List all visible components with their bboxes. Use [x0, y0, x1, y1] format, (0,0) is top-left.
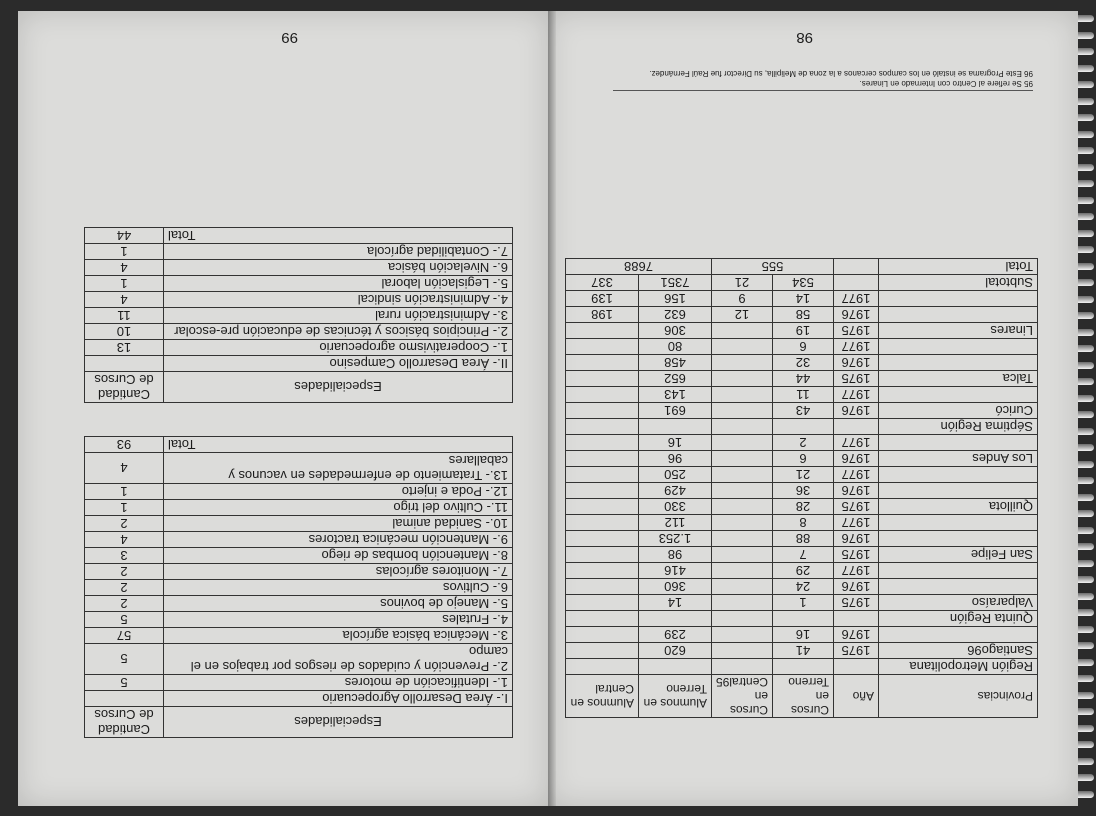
- cell-alumnos-terreno: 112: [638, 515, 711, 531]
- cell-provincia: Linares: [879, 323, 1038, 339]
- cell-ano: 1977: [834, 339, 879, 355]
- cell-alumnos-central: [565, 643, 638, 659]
- cell-alumnos-terreno: 96: [638, 451, 711, 467]
- cell-alumnos-terreno: 14: [638, 595, 711, 611]
- cell-alumnos-terreno: [638, 659, 711, 675]
- table1-row: [85, 675, 513, 691]
- table1-especialidad: 4.- Frutales: [164, 612, 513, 628]
- cell-alumnos-terreno: 16: [638, 435, 711, 451]
- table2-especialidad: 2.- Principios básicos y técnicas de educación pre-escolar: [164, 324, 513, 340]
- cell-provincia: [879, 483, 1038, 499]
- cell-cursos-central: [711, 531, 772, 547]
- cell-cursos-central: [711, 387, 772, 403]
- table1-especialidad: 11.- Cultivo del trigo: [164, 500, 513, 516]
- table-row: [565, 515, 1037, 531]
- table1-row: [85, 453, 513, 484]
- table1-total-label: Total: [164, 437, 513, 453]
- table1-total-row: [85, 437, 513, 453]
- cell-cursos-terreno: 6: [773, 451, 834, 467]
- cell-alumnos-central: 198: [565, 307, 638, 323]
- table1-especialidad: 9.- Mantención mecánica tractores: [164, 532, 513, 548]
- cell-ano: 1975: [834, 323, 879, 339]
- cell-alumnos-central: [565, 499, 638, 515]
- table2-total-value: 44: [85, 228, 164, 244]
- cell-provincia: [879, 435, 1038, 451]
- page-99: [18, 11, 548, 806]
- cell-cursos-terreno: 2: [773, 435, 834, 451]
- cell-cursos-central: [711, 563, 772, 579]
- cell-alumnos-central: [565, 451, 638, 467]
- table-row: [565, 307, 1037, 323]
- cell-provincia: [879, 387, 1038, 403]
- cell-cursos-terreno: 88: [773, 531, 834, 547]
- cell-alumnos-central: [565, 355, 638, 371]
- cell-provincia: Subtotal: [879, 275, 1038, 291]
- table1-especialidad: 12.- Poda e injerto: [164, 484, 513, 500]
- cell-cursos-terreno: 534: [773, 275, 834, 291]
- table1-especialidad: 10.- Sanidad animal: [164, 516, 513, 532]
- cell-cursos-central: [711, 323, 772, 339]
- spiral-binding: [1078, 0, 1096, 816]
- cell-provincia: [879, 515, 1038, 531]
- table1-especialidad: 5.- Manejo de bovinos: [164, 596, 513, 612]
- cell-cursos-terreno: 7: [773, 547, 834, 563]
- cell-alumnos-terreno: [638, 419, 711, 435]
- cell-ano: 1976: [834, 355, 879, 371]
- table1-cantidad: 5: [85, 644, 164, 675]
- table2-cantidad: 4: [85, 260, 164, 276]
- table1-section-title: I.- Área Desarrollo Agropecuario: [164, 691, 513, 707]
- table2-cantidad: 13: [85, 340, 164, 356]
- cell-cursos-central: [711, 419, 772, 435]
- cell-cursos-terreno: [773, 419, 834, 435]
- cell-alumnos-terreno: 652: [638, 371, 711, 387]
- table-row: [565, 419, 1037, 435]
- cell-ano: 1976: [834, 307, 879, 323]
- table1-especialidad: 2.- Prevención y cuidados de riesgos por trabajos en el campo: [164, 644, 513, 675]
- provinces-table: [565, 258, 1038, 718]
- cell-ano: 1976: [834, 579, 879, 595]
- cell-alumnos-terreno: 458: [638, 355, 711, 371]
- total-label: Total: [879, 259, 1038, 275]
- table1-row: [85, 548, 513, 564]
- cell-ano: 1975: [834, 371, 879, 387]
- cell-cursos-terreno: 1: [773, 595, 834, 611]
- table1-cantidad: 2: [85, 580, 164, 596]
- cell-alumnos-central: [565, 563, 638, 579]
- cell-provincia: Santiago96: [879, 643, 1038, 659]
- table2-row: [85, 340, 513, 356]
- table2-especialidad: 7.- Contabilidad agrícola: [164, 244, 513, 260]
- table1-header-especialidades: Especialidades: [164, 707, 513, 738]
- table1-row: [85, 596, 513, 612]
- table2-especialidad: 1.- Cooperativismo agropecuario: [164, 340, 513, 356]
- cell-cursos-terreno: [773, 611, 834, 627]
- cell-cursos-central: [711, 339, 772, 355]
- cell-ano: 1977: [834, 291, 879, 307]
- table-row: [565, 339, 1037, 355]
- cell-provincia: Quinta Región: [879, 611, 1038, 627]
- cell-provincia: Talca: [879, 371, 1038, 387]
- cell-cursos-central: [711, 499, 772, 515]
- table2-total-row: [85, 228, 513, 244]
- table1-especialidad: 1.- Identificación de motores: [164, 675, 513, 691]
- cell-ano: 1977: [834, 467, 879, 483]
- total-alumnos: 7688: [565, 259, 711, 275]
- table1-especialidad: 7.- Monitores agrícolas: [164, 564, 513, 580]
- cell-cursos-terreno: 43: [773, 403, 834, 419]
- table2-especialidad: 6.- Nivelación básica: [164, 260, 513, 276]
- cell-ano: 1975: [834, 547, 879, 563]
- cell-cursos-terreno: 11: [773, 387, 834, 403]
- cell-cursos-terreno: 24: [773, 579, 834, 595]
- table1-header-cantidad: Cantidad de Cursos: [85, 707, 164, 738]
- cell-cursos-terreno: 58: [773, 307, 834, 323]
- table1-section-empty: [85, 691, 164, 707]
- table1-especialidad: 6.- Cultivos: [164, 580, 513, 596]
- cell-ano: 1976: [834, 483, 879, 499]
- cell-alumnos-terreno: 1.253: [638, 531, 711, 547]
- table-row: [565, 531, 1037, 547]
- table1-row: [85, 532, 513, 548]
- table-row: [565, 275, 1037, 291]
- table2-row: [85, 292, 513, 308]
- table1-row: [85, 580, 513, 596]
- cell-cursos-terreno: 6: [773, 339, 834, 355]
- cell-provincia: Séptima Región: [879, 419, 1038, 435]
- table1-especialidad: 13.- Tratamiento de enfermedades en vacunos y caballares: [164, 453, 513, 484]
- cell-provincia: [879, 307, 1038, 323]
- cell-cursos-terreno: 28: [773, 499, 834, 515]
- table2-section-empty: [85, 356, 164, 372]
- cell-provincia: Valparaíso: [879, 595, 1038, 611]
- table1-cantidad: 3: [85, 548, 164, 564]
- cell-ano: [834, 611, 879, 627]
- cell-ano: [834, 659, 879, 675]
- cell-cursos-central: [711, 595, 772, 611]
- cell-ano: 1977: [834, 435, 879, 451]
- cell-alumnos-terreno: [638, 611, 711, 627]
- cell-alumnos-terreno: 360: [638, 579, 711, 595]
- cell-alumnos-central: [565, 435, 638, 451]
- cell-alumnos-terreno: 250: [638, 467, 711, 483]
- table1-cantidad: 57: [85, 628, 164, 644]
- table1-row: [85, 612, 513, 628]
- table1-row: [85, 500, 513, 516]
- cell-ano: 1976: [834, 403, 879, 419]
- header-cursos-terreno: Cursos en Terreno: [773, 675, 834, 718]
- table-row: [565, 435, 1037, 451]
- header-cursos-central: Cursos en Central95: [711, 675, 772, 718]
- cell-provincia: [879, 563, 1038, 579]
- cell-provincia: Los Andes: [879, 451, 1038, 467]
- table-row: [565, 371, 1037, 387]
- provinces-total-row: [565, 259, 1037, 275]
- cell-provincia: [879, 627, 1038, 643]
- page-number: 98: [796, 29, 813, 46]
- cell-cursos-central: [711, 355, 772, 371]
- table1-cantidad: 1: [85, 484, 164, 500]
- cell-cursos-central: [711, 547, 772, 563]
- cell-provincia: [879, 339, 1038, 355]
- total-cursos: 555: [711, 259, 833, 275]
- table2-cantidad: 11: [85, 308, 164, 324]
- cell-cursos-terreno: [773, 659, 834, 675]
- table-row: [565, 547, 1037, 563]
- table1-total-value: 93: [85, 437, 164, 453]
- cell-cursos-central: [711, 515, 772, 531]
- cell-cursos-central: 9: [711, 291, 772, 307]
- cell-cursos-terreno: 41: [773, 643, 834, 659]
- table1-cantidad: 1: [85, 500, 164, 516]
- cell-alumnos-central: [565, 403, 638, 419]
- table-row: [565, 659, 1037, 675]
- table-row: [565, 499, 1037, 515]
- cell-alumnos-central: [565, 387, 638, 403]
- cell-ano: 1977: [834, 563, 879, 579]
- table2-cantidad: 1: [85, 276, 164, 292]
- page-98: [548, 11, 1078, 806]
- table2-cantidad: 1: [85, 244, 164, 260]
- cell-cursos-terreno: 8: [773, 515, 834, 531]
- cell-alumnos-central: [565, 339, 638, 355]
- table1-especialidad: 8.- Mantención bombas de riego: [164, 548, 513, 564]
- table2-cantidad: 10: [85, 324, 164, 340]
- cell-cursos-terreno: 19: [773, 323, 834, 339]
- specialties-table-campesino: [84, 227, 513, 403]
- cell-alumnos-central: [565, 547, 638, 563]
- table1-cantidad: 2: [85, 564, 164, 580]
- cell-provincia: [879, 531, 1038, 547]
- cell-alumnos-terreno: 143: [638, 387, 711, 403]
- table-row: [565, 403, 1037, 419]
- table2-header-especialidades: Especialidades: [164, 372, 513, 403]
- cell-alumnos-terreno: 330: [638, 499, 711, 515]
- header-provincias: Provincias: [879, 675, 1038, 718]
- cell-ano: 1977: [834, 387, 879, 403]
- total-empty: [834, 259, 879, 275]
- cell-alumnos-terreno: 306: [638, 323, 711, 339]
- cell-ano: 1976: [834, 531, 879, 547]
- cell-alumnos-central: [565, 659, 638, 675]
- cell-alumnos-terreno: 80: [638, 339, 711, 355]
- table1-cantidad: 2: [85, 516, 164, 532]
- cell-cursos-terreno: 44: [773, 371, 834, 387]
- table-row: [565, 627, 1037, 643]
- cell-cursos-central: [711, 579, 772, 595]
- cell-cursos-central: [711, 467, 772, 483]
- cell-cursos-central: [711, 643, 772, 659]
- table1-cantidad: 5: [85, 612, 164, 628]
- provinces-header-row: [565, 675, 1037, 718]
- cell-alumnos-central: 337: [565, 275, 638, 291]
- cell-alumnos-central: [565, 371, 638, 387]
- cell-cursos-central: [711, 627, 772, 643]
- cell-cursos-central: [711, 403, 772, 419]
- cell-alumnos-terreno: 632: [638, 307, 711, 323]
- table1-row: [85, 484, 513, 500]
- cell-alumnos-central: 139: [565, 291, 638, 307]
- table2-row: [85, 276, 513, 292]
- cell-ano: [834, 419, 879, 435]
- table2-especialidad: 5.- Legislación laboral: [164, 276, 513, 292]
- table-row: [565, 483, 1037, 499]
- cell-cursos-central: 21: [711, 275, 772, 291]
- table-row: [565, 595, 1037, 611]
- cell-ano: 1975: [834, 499, 879, 515]
- table2-header-row: [85, 372, 513, 403]
- table1-row: [85, 628, 513, 644]
- cell-cursos-terreno: 29: [773, 563, 834, 579]
- cell-cursos-central: [711, 483, 772, 499]
- table-row: [565, 467, 1037, 483]
- table1-row: [85, 516, 513, 532]
- table1-cantidad: 4: [85, 532, 164, 548]
- table-row: [565, 387, 1037, 403]
- footnote-96: 96 Este Programa se instaló en los campos cercanos a la zona de Melipilla, su Director fue Raúl Fernández.: [649, 69, 1033, 78]
- cell-alumnos-central: [565, 595, 638, 611]
- table2-section-row: [85, 356, 513, 372]
- table2-section-title: II.- Área Desarrollo Campesino: [164, 356, 513, 372]
- table2-especialidad: 4.- Administración sindical: [164, 292, 513, 308]
- cell-alumnos-terreno: 620: [638, 643, 711, 659]
- cell-cursos-central: [711, 435, 772, 451]
- cell-alumnos-terreno: 416: [638, 563, 711, 579]
- table-row: [565, 451, 1037, 467]
- table2-total-label: Total: [164, 228, 513, 244]
- footnote-95: 95 Se refiere al Centro con Internado en Linares.: [859, 79, 1033, 88]
- table2-row: [85, 308, 513, 324]
- cell-alumnos-central: [565, 627, 638, 643]
- table1-cantidad: 2: [85, 596, 164, 612]
- table1-cantidad: 5: [85, 675, 164, 691]
- table1-especialidad: 3.- Mecánica básica agrícola: [164, 628, 513, 644]
- cell-provincia: Quillota: [879, 499, 1038, 515]
- table-row: [565, 323, 1037, 339]
- cell-alumnos-terreno: 691: [638, 403, 711, 419]
- cell-alumnos-central: [565, 515, 638, 531]
- cell-ano: 1975: [834, 595, 879, 611]
- table-row: [565, 611, 1037, 627]
- cell-alumnos-terreno: 98: [638, 547, 711, 563]
- table-row: [565, 643, 1037, 659]
- table2-cantidad: 4: [85, 292, 164, 308]
- cell-provincia: [879, 467, 1038, 483]
- cell-alumnos-central: [565, 419, 638, 435]
- cell-cursos-terreno: 21: [773, 467, 834, 483]
- table1-header-row: [85, 707, 513, 738]
- cell-cursos-terreno: 16: [773, 627, 834, 643]
- cell-provincia: [879, 579, 1038, 595]
- table-row: [565, 563, 1037, 579]
- cell-cursos-central: 12: [711, 307, 772, 323]
- cell-provincia: Curicó: [879, 403, 1038, 419]
- header-alumnos-central: Alumnos en Central: [565, 675, 638, 718]
- cell-cursos-central: [711, 371, 772, 387]
- table-row: [565, 355, 1037, 371]
- cell-cursos-central: [711, 451, 772, 467]
- cell-cursos-central: [711, 659, 772, 675]
- table1-row: [85, 644, 513, 675]
- cell-alumnos-terreno: 429: [638, 483, 711, 499]
- table1-row: [85, 564, 513, 580]
- cell-cursos-terreno: 14: [773, 291, 834, 307]
- table1-section-row: [85, 691, 513, 707]
- cell-provincia: [879, 355, 1038, 371]
- cell-ano: 1977: [834, 515, 879, 531]
- cell-cursos-terreno: 32: [773, 355, 834, 371]
- cell-provincia: Región Metropolitana: [879, 659, 1038, 675]
- table-row: [565, 291, 1037, 307]
- table2-row: [85, 260, 513, 276]
- cell-alumnos-terreno: 239: [638, 627, 711, 643]
- cell-ano: [834, 275, 879, 291]
- table1-cantidad: 4: [85, 453, 164, 484]
- table2-row: [85, 244, 513, 260]
- page-number: 99: [281, 29, 298, 46]
- cell-ano: 1976: [834, 451, 879, 467]
- table2-row: [85, 324, 513, 340]
- cell-alumnos-central: [565, 531, 638, 547]
- footnotes: [613, 68, 1033, 91]
- specialties-table-agropecuario: [84, 436, 513, 738]
- cell-cursos-terreno: 36: [773, 483, 834, 499]
- cell-alumnos-central: [565, 579, 638, 595]
- cell-alumnos-central: [565, 483, 638, 499]
- table-row: [565, 579, 1037, 595]
- cell-alumnos-central: [565, 323, 638, 339]
- cell-cursos-central: [711, 611, 772, 627]
- cell-provincia: San Felipe: [879, 547, 1038, 563]
- cell-alumnos-terreno: 156: [638, 291, 711, 307]
- header-alumnos-terreno: Alumnos en Terreno: [638, 675, 711, 718]
- cell-alumnos-terreno: 7351: [638, 275, 711, 291]
- cell-ano: 1975: [834, 643, 879, 659]
- header-ano: Año: [834, 675, 879, 718]
- cell-provincia: [879, 291, 1038, 307]
- cell-alumnos-central: [565, 467, 638, 483]
- cell-ano: 1976: [834, 627, 879, 643]
- table2-header-cantidad: Cantidad de Cursos: [85, 372, 164, 403]
- table2-especialidad: 3.- Administración rural: [164, 308, 513, 324]
- cell-alumnos-central: [565, 611, 638, 627]
